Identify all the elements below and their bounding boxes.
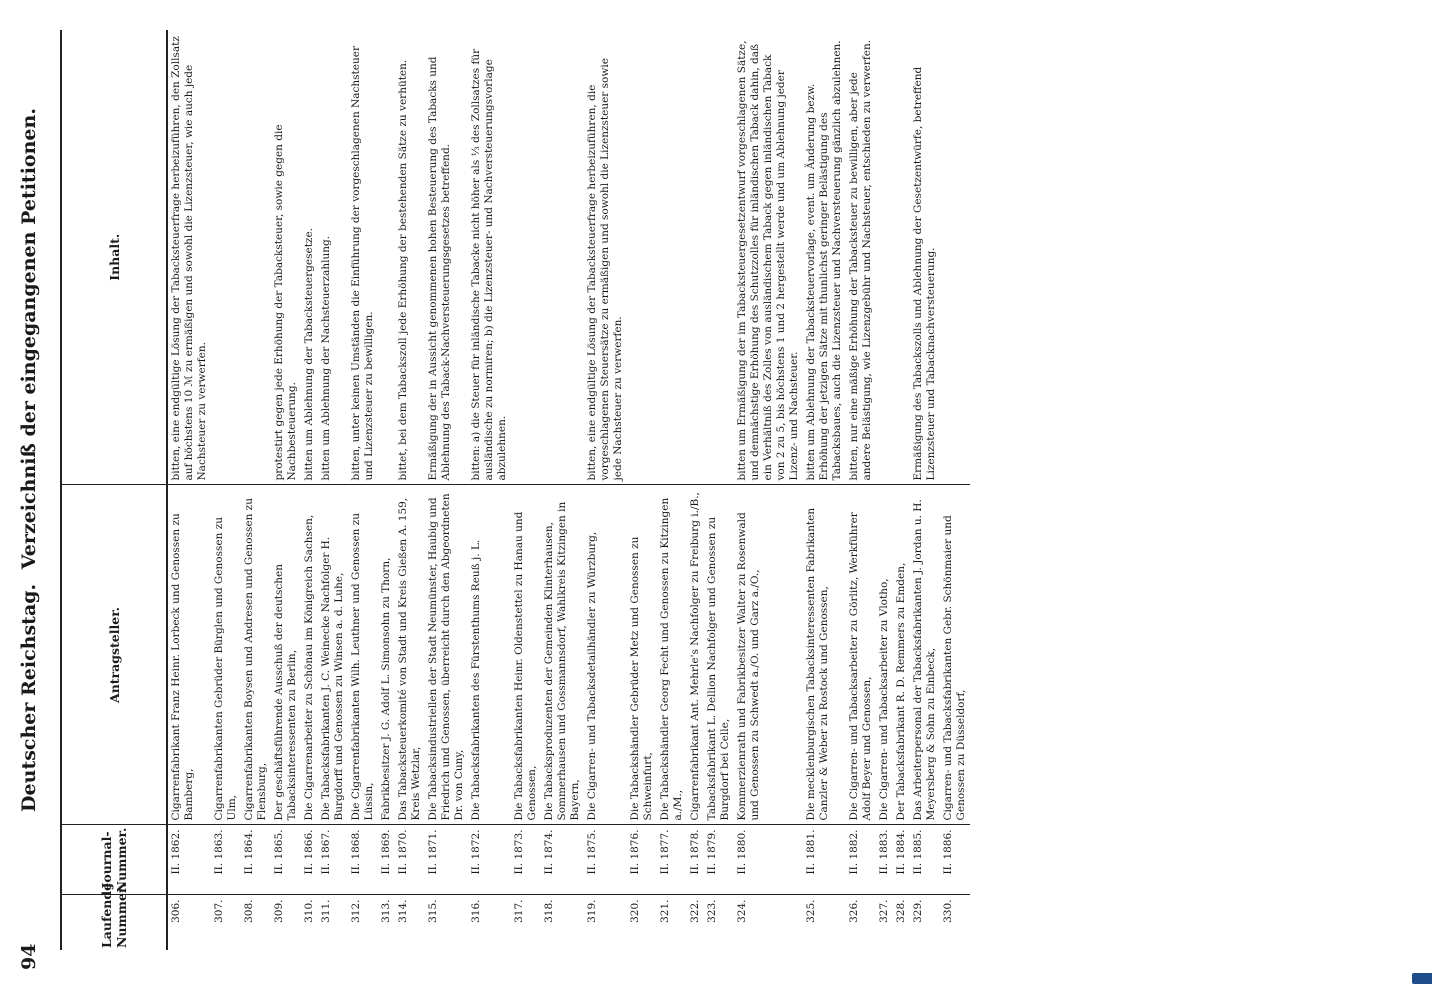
- column-header-laufende-nummer: Laufende Nummer.: [62, 895, 167, 950]
- journal-number: II. 1866.: [301, 825, 318, 895]
- journal-number: II. 1865.: [271, 825, 301, 895]
- content: bittet, bei dem Tabackszoll jede Erhöhung der bestehenden Sätze zu verhüten.: [397, 59, 409, 481]
- table-row: [241, 30, 271, 950]
- content: bitten: a) die Steuer für inländische Tabacke nicht höher als ⅓ des Zollsatzes für ausländische zu normiren; b) die Lizenzsteuer- und Nachversteuerungsvorlage abzulehnen.: [470, 48, 508, 481]
- page-number: 94: [18, 943, 40, 970]
- petitioner: Die Cigarren- und Tabacksarbeiter zu Görlitz, Werkführer Adolf Beyer und Genossen,: [846, 485, 876, 825]
- petitioner: Die Tabackshändler Gebrüder Metz und Genossen zu Schweinfurt,: [627, 485, 657, 825]
- content: bitten um Ablehnung der Nachsteuerzahlung.: [320, 235, 332, 481]
- content: [893, 30, 910, 485]
- table-row: [541, 30, 584, 950]
- content: [687, 30, 704, 485]
- table-row: [167, 30, 211, 950]
- row-number: 309.: [271, 895, 301, 950]
- table-header-row: [62, 30, 167, 950]
- content: [657, 30, 687, 485]
- petitioner: Tabacksfabrikant L. Dellion Nachfolger und Genossen zu Burgdorf bei Celle,: [704, 485, 734, 825]
- petitioner: Der Tabacksfabrikant R. D. Remmers zu Emden,: [893, 485, 910, 825]
- journal-number: II. 1864.: [241, 825, 271, 895]
- petitioner: Die Cigarren- und Tabacksarbeiter zu Vlotho,: [876, 485, 893, 825]
- content: bitten, unter keinen Umständen die Einführung der vorgeschlagenen Nachsteuer und Lizenzsteuer zu bewilligen.: [350, 46, 375, 481]
- content: [378, 30, 395, 485]
- row-number: 306.: [167, 895, 211, 950]
- row-number: 307.: [211, 895, 241, 950]
- content: [241, 30, 271, 485]
- petitioner: Cigarrenfabrikanten Boysen und Andresen und Genossen zu Flensburg,: [241, 485, 271, 825]
- table-row: [846, 30, 876, 950]
- header-left: Deutscher Reichstag.: [18, 583, 40, 812]
- table-row: [704, 30, 734, 950]
- petitioner: Cigarrenfabrikant Ant. Mehrle's Nachfolger zu Freiburg i./B.,: [687, 485, 704, 825]
- table-row: [734, 30, 803, 950]
- row-number: 317.: [511, 895, 541, 950]
- journal-number: II. 1871.: [425, 825, 468, 895]
- row-number: 322.: [687, 895, 704, 950]
- table-row: [348, 30, 378, 950]
- row-number: 311.: [318, 895, 348, 950]
- row-number: 327.: [876, 895, 893, 950]
- content: [211, 30, 241, 485]
- row-number: 321.: [657, 895, 687, 950]
- content: bitten um Ablehnung der Tabacksteuergesetze.: [303, 228, 315, 481]
- digitization-note: [1418, 10, 1432, 990]
- petitioner: Cigarren- und Tabacksfabrikanten Gebr. Schönmaier und Genossen zu Düsseldorf,: [940, 485, 970, 825]
- column-header-journal-nummer: Journal-Nummer.: [62, 825, 167, 895]
- content: bitten, nur eine mäßige Erhöhung der Tabacksteuer zu bewilligen, aber jede andere Belästigung, wie Lizenzgebühr und Nachsteuer, entschieden zu verwerfen.: [848, 39, 873, 481]
- petitioner: Das Arbeiterpersonal der Tabacksfabrikanten J. Jordan u. H. Meyersberg & Sohn zu Einbeck,: [910, 485, 940, 825]
- journal-number: II. 1870.: [395, 825, 425, 895]
- table-row: [910, 30, 940, 950]
- table-row: [657, 30, 687, 950]
- content: [940, 30, 970, 485]
- running-title: [18, 40, 40, 880]
- row-number: 315.: [425, 895, 468, 950]
- table-row: [318, 30, 348, 950]
- petitioner: Fabrikbesitzer J. G. Adolf L. Simonsohn zu Thorn,: [378, 485, 395, 825]
- content: bitten, eine endgültige Lösung der Tabacksteuerfrage herbeizuführen, die vorgeschlagenen Steuersätze zu ermäßigen und sowohl die Lizenzsteuer sowie jede Nachsteuer zu verwerfen.: [586, 58, 624, 481]
- petitioner: Die Tabackshändler Georg Fecht und Genossen zu Kitzingen a./M.,: [657, 485, 687, 825]
- header-right: Verzeichniß der eingegangenen Petitionen.: [18, 108, 40, 570]
- table-row: [627, 30, 657, 950]
- journal-number: II. 1880.: [734, 825, 803, 895]
- content: [627, 30, 657, 485]
- journal-number: II. 1882.: [846, 825, 876, 895]
- table-row: [395, 30, 425, 950]
- journal-number: II. 1868.: [348, 825, 378, 895]
- content: [511, 30, 541, 485]
- row-number: 325.: [803, 895, 846, 950]
- journal-number: II. 1873.: [511, 825, 541, 895]
- content: [704, 30, 734, 485]
- petitioner: Die Cigarrenarbeiter zu Schönau im Königreich Sachsen,: [301, 485, 318, 825]
- journal-number: II. 1875.: [584, 825, 627, 895]
- content: protestirt gegen jede Erhöhung der Tabacksteuer, sowie gegen die Nachbesteuerung.: [273, 124, 298, 481]
- row-number: 320.: [627, 895, 657, 950]
- table-row: [803, 30, 846, 950]
- table-row: [584, 30, 627, 950]
- table-row: [211, 30, 241, 950]
- column-header-inhalt: Inhalt.: [62, 30, 167, 485]
- petitioner: Der geschäftsführende Ausschuß der deutschen Tabacksinteressenten zu Berlin,: [271, 485, 301, 825]
- petitioner: Die Cigarrenfabrikanten Wilh. Leuthner und Genossen zu Lüssin,: [348, 485, 378, 825]
- content: Ermäßigung des Tabackszolls und Ablehnung der Gesetzentwürfe, betreffend Lizenzsteuer und Tabacknachversteuerung.: [912, 66, 937, 481]
- journal-number: II. 1862.: [167, 825, 211, 895]
- journal-number: II. 1883.: [876, 825, 893, 895]
- table-row: [301, 30, 318, 950]
- row-number: 318.: [541, 895, 584, 950]
- row-number: 328.: [893, 895, 910, 950]
- content: bitten, eine endgültige Lösung der Tabacksteuerfrage herbeizuführen, den Zollsatz auf höchstens 10 ℳ zu ermäßigen und sowohl die Lizenzsteuer, wie auch jede Nachsteuer zu verwerfen.: [170, 36, 208, 481]
- row-number: 308.: [241, 895, 271, 950]
- table-row: [511, 30, 541, 950]
- row-number: 314.: [395, 895, 425, 950]
- petitioner: Cigarrenfabrikant Franz Heinr. Lorbeck und Genossen zu Bamberg,: [167, 485, 211, 825]
- petitioner: Die Tabacksfabrikanten J. C. Weinecke Nachfolger H. Burgdorff und Genossen zu Winsen a. d. Luhe,: [318, 485, 348, 825]
- petitioner: Das Tabacksteuerkomité von Stadt und Kreis Gießen A. 159, Kreis Wetzlar,: [395, 485, 425, 825]
- journal-number: II. 1878.: [687, 825, 704, 895]
- journal-number: II. 1884.: [893, 825, 910, 895]
- petitioner: Die mecklenburgischen Tabacksinteressenten Fabrikanten Canzler & Weber zu Rostock und Genossen,: [803, 485, 846, 825]
- journal-number: II. 1867.: [318, 825, 348, 895]
- journal-number: II. 1885.: [910, 825, 940, 895]
- row-number: 323.: [704, 895, 734, 950]
- journal-number: II. 1869.: [378, 825, 395, 895]
- petitioner: Die Tabacksindustriellen der Stadt Neumünster, Haubig und Friedrich und Genossen, überreicht durch den Abgeordneten Dr. von Cuny,: [425, 485, 468, 825]
- journal-number: II. 1874.: [541, 825, 584, 895]
- journal-number: II. 1876.: [627, 825, 657, 895]
- content: [541, 30, 584, 485]
- journal-number: II. 1877.: [657, 825, 687, 895]
- petitioner: Die Cigarren- und Tabacksdetailhändler zu Würzburg,: [584, 485, 627, 825]
- journal-number: II. 1863.: [211, 825, 241, 895]
- petition-table: [62, 30, 970, 950]
- row-number: 330.: [940, 895, 970, 950]
- page-header: [18, 40, 48, 970]
- petitioner: Die Tabacksproduzenten der Gemeinden Klinterhausen, Sommerhausen und Gossmannsdorf, Wahlkreis Kitzingen in Bayern,: [541, 485, 584, 825]
- table-row: [687, 30, 704, 950]
- table-row: [378, 30, 395, 950]
- row-number: 329.: [910, 895, 940, 950]
- row-number: 310.: [301, 895, 318, 950]
- row-number: 324.: [734, 895, 803, 950]
- row-number: 316.: [468, 895, 511, 950]
- petitioner: Kommerzienrath und Fabrikbesitzer Walter zu Rosenwald und Genossen zu Schwedt a./O. und Garz a./O.,: [734, 485, 803, 825]
- content: [876, 30, 893, 485]
- column-header-antragsteller: Antragsteller.: [62, 485, 167, 825]
- journal-number: II. 1886.: [940, 825, 970, 895]
- journal-number: II. 1881.: [803, 825, 846, 895]
- table-row: [271, 30, 301, 950]
- content: Ermäßigung der in Aussicht genommenen hohen Besteuerung des Tabacks und Ablehnung des Taback-Nachversteuerungsgesetzes betreffend.: [427, 56, 452, 481]
- journal-number: II. 1872.: [468, 825, 511, 895]
- petitioner: Cigarrenfabrikanten Gebrüder Bürglen und Genossen zu Ulm,: [211, 485, 241, 825]
- content: bitten um Ermäßigung der im Tabacksteuergesetzentwurf vorgeschlagenen Sätze, und demnächstige Erhöhung des Schutzzolles für inländischen Taback dahin, daß ein Verhältniß des Zolles von ausländischem Taback gegen inländischen Taback von 2 zu 5, bis höchstens 1 und 2 hergestellt werde und um Ablehnung jeder Lizenz- und Nachsteuer.: [736, 40, 800, 481]
- table-row: [940, 30, 970, 950]
- table-row: [893, 30, 910, 950]
- dfg-logo: [1412, 973, 1432, 984]
- content: bitten um Ablehnung der Tabacksteuervorlage, event. um Änderung bezw. Erhöhung der jetzigen Sätze mit thunlichst geringer Belästigung des Tabacksbaues, auch die Lizenzsteuer und Nachversteuerung gänzlich abzulehnen.: [805, 40, 843, 481]
- petitioner: Die Tabacksfabrikanten des Fürstenthums Reuß j. L.: [468, 485, 511, 825]
- petitioner: Die Tabacksfabrikanten Heinr. Oldenstettel zu Hanau und Genossen,: [511, 485, 541, 825]
- table-row: [876, 30, 893, 950]
- table-body: [167, 30, 970, 950]
- journal-number: II. 1879.: [704, 825, 734, 895]
- table-row: [425, 30, 468, 950]
- row-number: 313.: [378, 895, 395, 950]
- row-number: 319.: [584, 895, 627, 950]
- row-number: 312.: [348, 895, 378, 950]
- table-row: [468, 30, 511, 950]
- row-number: 326.: [846, 895, 876, 950]
